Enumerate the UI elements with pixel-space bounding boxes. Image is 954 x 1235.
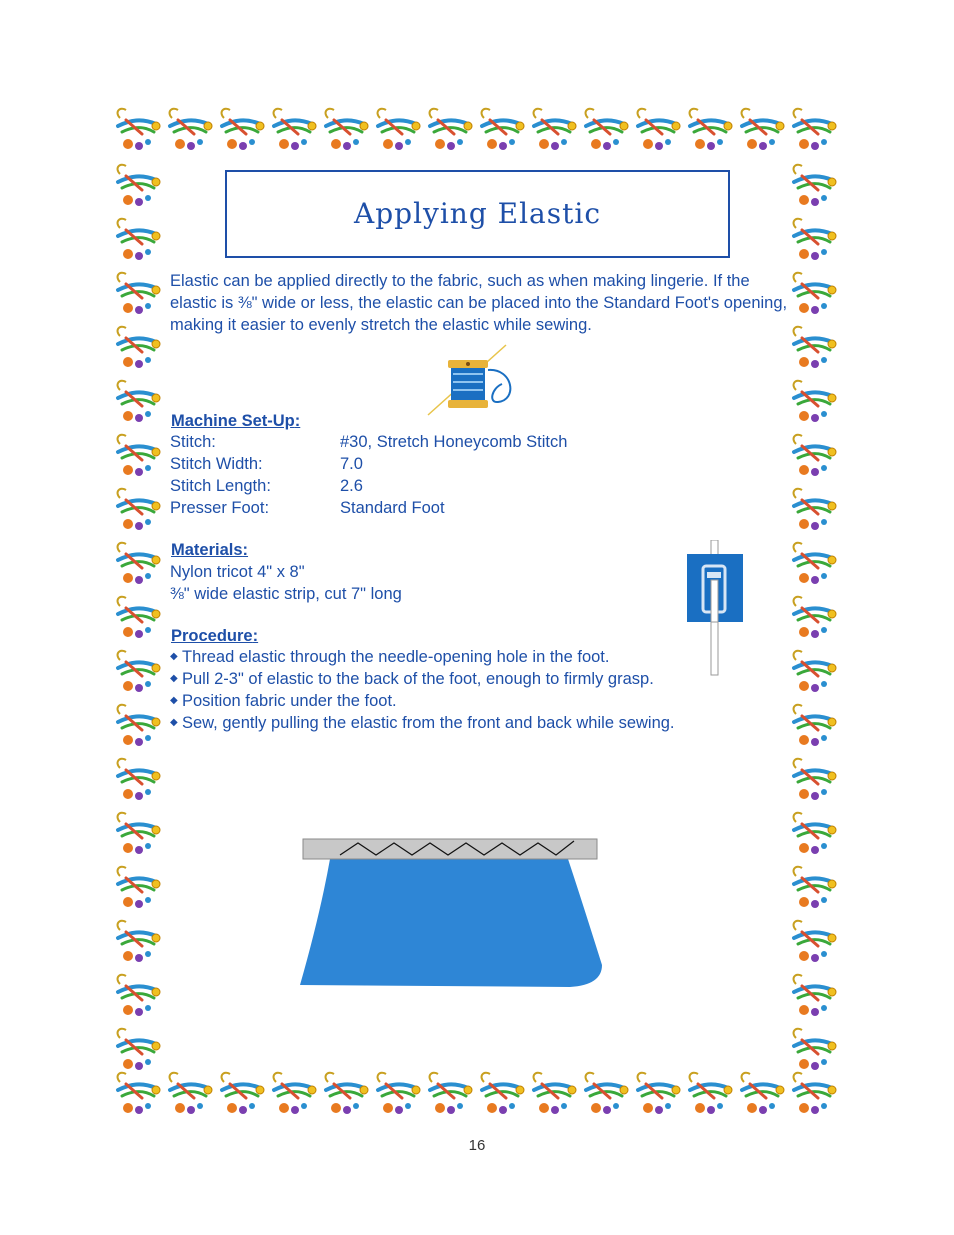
sewing-motif-icon (320, 104, 372, 158)
sewing-motif-icon (268, 104, 320, 158)
sewing-motif-icon (112, 700, 164, 754)
setup-row: Stitch Width: 7.0 (170, 455, 363, 473)
list-item: ◆ Position fabric under the foot. (170, 692, 397, 710)
sewing-motif-icon (788, 104, 840, 158)
sewing-motif-icon (528, 104, 580, 158)
sewing-motif-icon (112, 160, 164, 214)
sewing-motif-icon (424, 1068, 476, 1122)
sewing-motif-icon (164, 104, 216, 158)
sewing-motif-icon (112, 322, 164, 376)
machine-setup-heading: Machine Set-Up: (171, 412, 301, 430)
page-title: Applying Elastic (354, 197, 601, 230)
intro-paragraph: Elastic can be applied directly to the fabric, such as when making lingerie. If the elastic is ⅜" wide or less, the elastic can be placed into the Standard Foot's opening, making it easier to evenly stretch the elastic while sewing. (170, 272, 788, 334)
materials-heading: Materials: (171, 541, 249, 559)
sewing-motif-icon (788, 970, 840, 1024)
sewing-motif-icon (476, 1068, 528, 1122)
sewing-motif-icon (112, 376, 164, 430)
sewing-motif-icon (528, 1068, 580, 1122)
sewing-motif-icon (372, 104, 424, 158)
sewing-motif-icon (216, 104, 268, 158)
sewing-motif-icon (112, 268, 164, 322)
border-top (112, 104, 840, 158)
diamond-bullet-icon: ◆ (170, 695, 178, 706)
sewing-motif-icon (372, 1068, 424, 1122)
sewing-motif-icon (788, 160, 840, 214)
sewing-motif-icon (112, 754, 164, 808)
sewing-motif-icon (632, 104, 684, 158)
setup-row: Stitch: #30, Stretch Honeycomb Stitch (170, 433, 568, 451)
sewing-motif-icon (112, 646, 164, 700)
page-number: 16 (468, 1137, 486, 1154)
sewing-motif-icon (216, 1068, 268, 1122)
sewing-motif-icon (476, 104, 528, 158)
sewing-motif-icon (788, 484, 840, 538)
sewing-motif-icon (112, 808, 164, 862)
procedure-list (170, 646, 760, 734)
sewing-motif-icon (424, 104, 476, 158)
sewing-motif-icon (788, 322, 840, 376)
sewing-motif-icon (788, 538, 840, 592)
sewing-motif-icon (164, 1068, 216, 1122)
sewing-motif-icon (112, 970, 164, 1024)
fabric-with-elastic-illustration (300, 835, 602, 995)
sewing-motif-icon (112, 214, 164, 268)
sewing-motif-icon (684, 104, 736, 158)
sewing-motif-icon (112, 484, 164, 538)
procedure-heading: Procedure: (171, 627, 259, 645)
sewing-motif-icon (268, 1068, 320, 1122)
setup-row: Presser Foot: Standard Foot (170, 499, 445, 517)
machine-setup-table (170, 431, 567, 519)
list-item: ⅜" wide elastic strip, cut 7" long (170, 585, 402, 603)
sewing-motif-icon (788, 754, 840, 808)
diamond-bullet-icon: ◆ (170, 717, 178, 728)
sewing-motif-icon (788, 862, 840, 916)
thread-spool-icon (418, 340, 518, 420)
setup-row: Stitch Length: 2.6 (170, 477, 363, 495)
sewing-motif-icon (112, 592, 164, 646)
sewing-motif-icon (788, 700, 840, 754)
sewing-motif-icon (112, 862, 164, 916)
sewing-motif-icon (788, 808, 840, 862)
border-bottom (112, 1068, 840, 1122)
sewing-motif-icon (788, 916, 840, 970)
sewing-motif-icon (632, 1068, 684, 1122)
sewing-motif-icon (580, 1068, 632, 1122)
list-item: ◆ Sew, gently pulling the elastic from the front and back while sewing. (170, 714, 675, 732)
sewing-motif-icon (736, 104, 788, 158)
sewing-motif-icon (788, 646, 840, 700)
border-left (112, 160, 164, 1078)
list-item: ◆ Pull 2-3" of elastic to the back of the foot, enough to firmly grasp. (170, 670, 654, 688)
sewing-motif-icon (788, 430, 840, 484)
border-right (788, 160, 840, 1078)
sewing-motif-icon (788, 592, 840, 646)
sewing-motif-icon (788, 214, 840, 268)
list-item: ◆ Thread elastic through the needle-opening hole in the foot. (170, 648, 610, 666)
diamond-bullet-icon: ◆ (170, 651, 178, 662)
sewing-motif-icon (580, 104, 632, 158)
sewing-motif-icon (112, 104, 164, 158)
sewing-motif-icon (788, 268, 840, 322)
title-box (225, 170, 730, 258)
sewing-motif-icon (112, 1068, 164, 1122)
sewing-motif-icon (112, 538, 164, 592)
sewing-motif-icon (320, 1068, 372, 1122)
diamond-bullet-icon: ◆ (170, 673, 178, 684)
materials-list (170, 561, 402, 605)
sewing-motif-icon (736, 1068, 788, 1122)
sewing-motif-icon (112, 430, 164, 484)
sewing-motif-icon (788, 1068, 840, 1122)
sewing-motif-icon (112, 916, 164, 970)
list-item: Nylon tricot 4" x 8" (170, 563, 305, 581)
sewing-motif-icon (684, 1068, 736, 1122)
sewing-motif-icon (788, 376, 840, 430)
